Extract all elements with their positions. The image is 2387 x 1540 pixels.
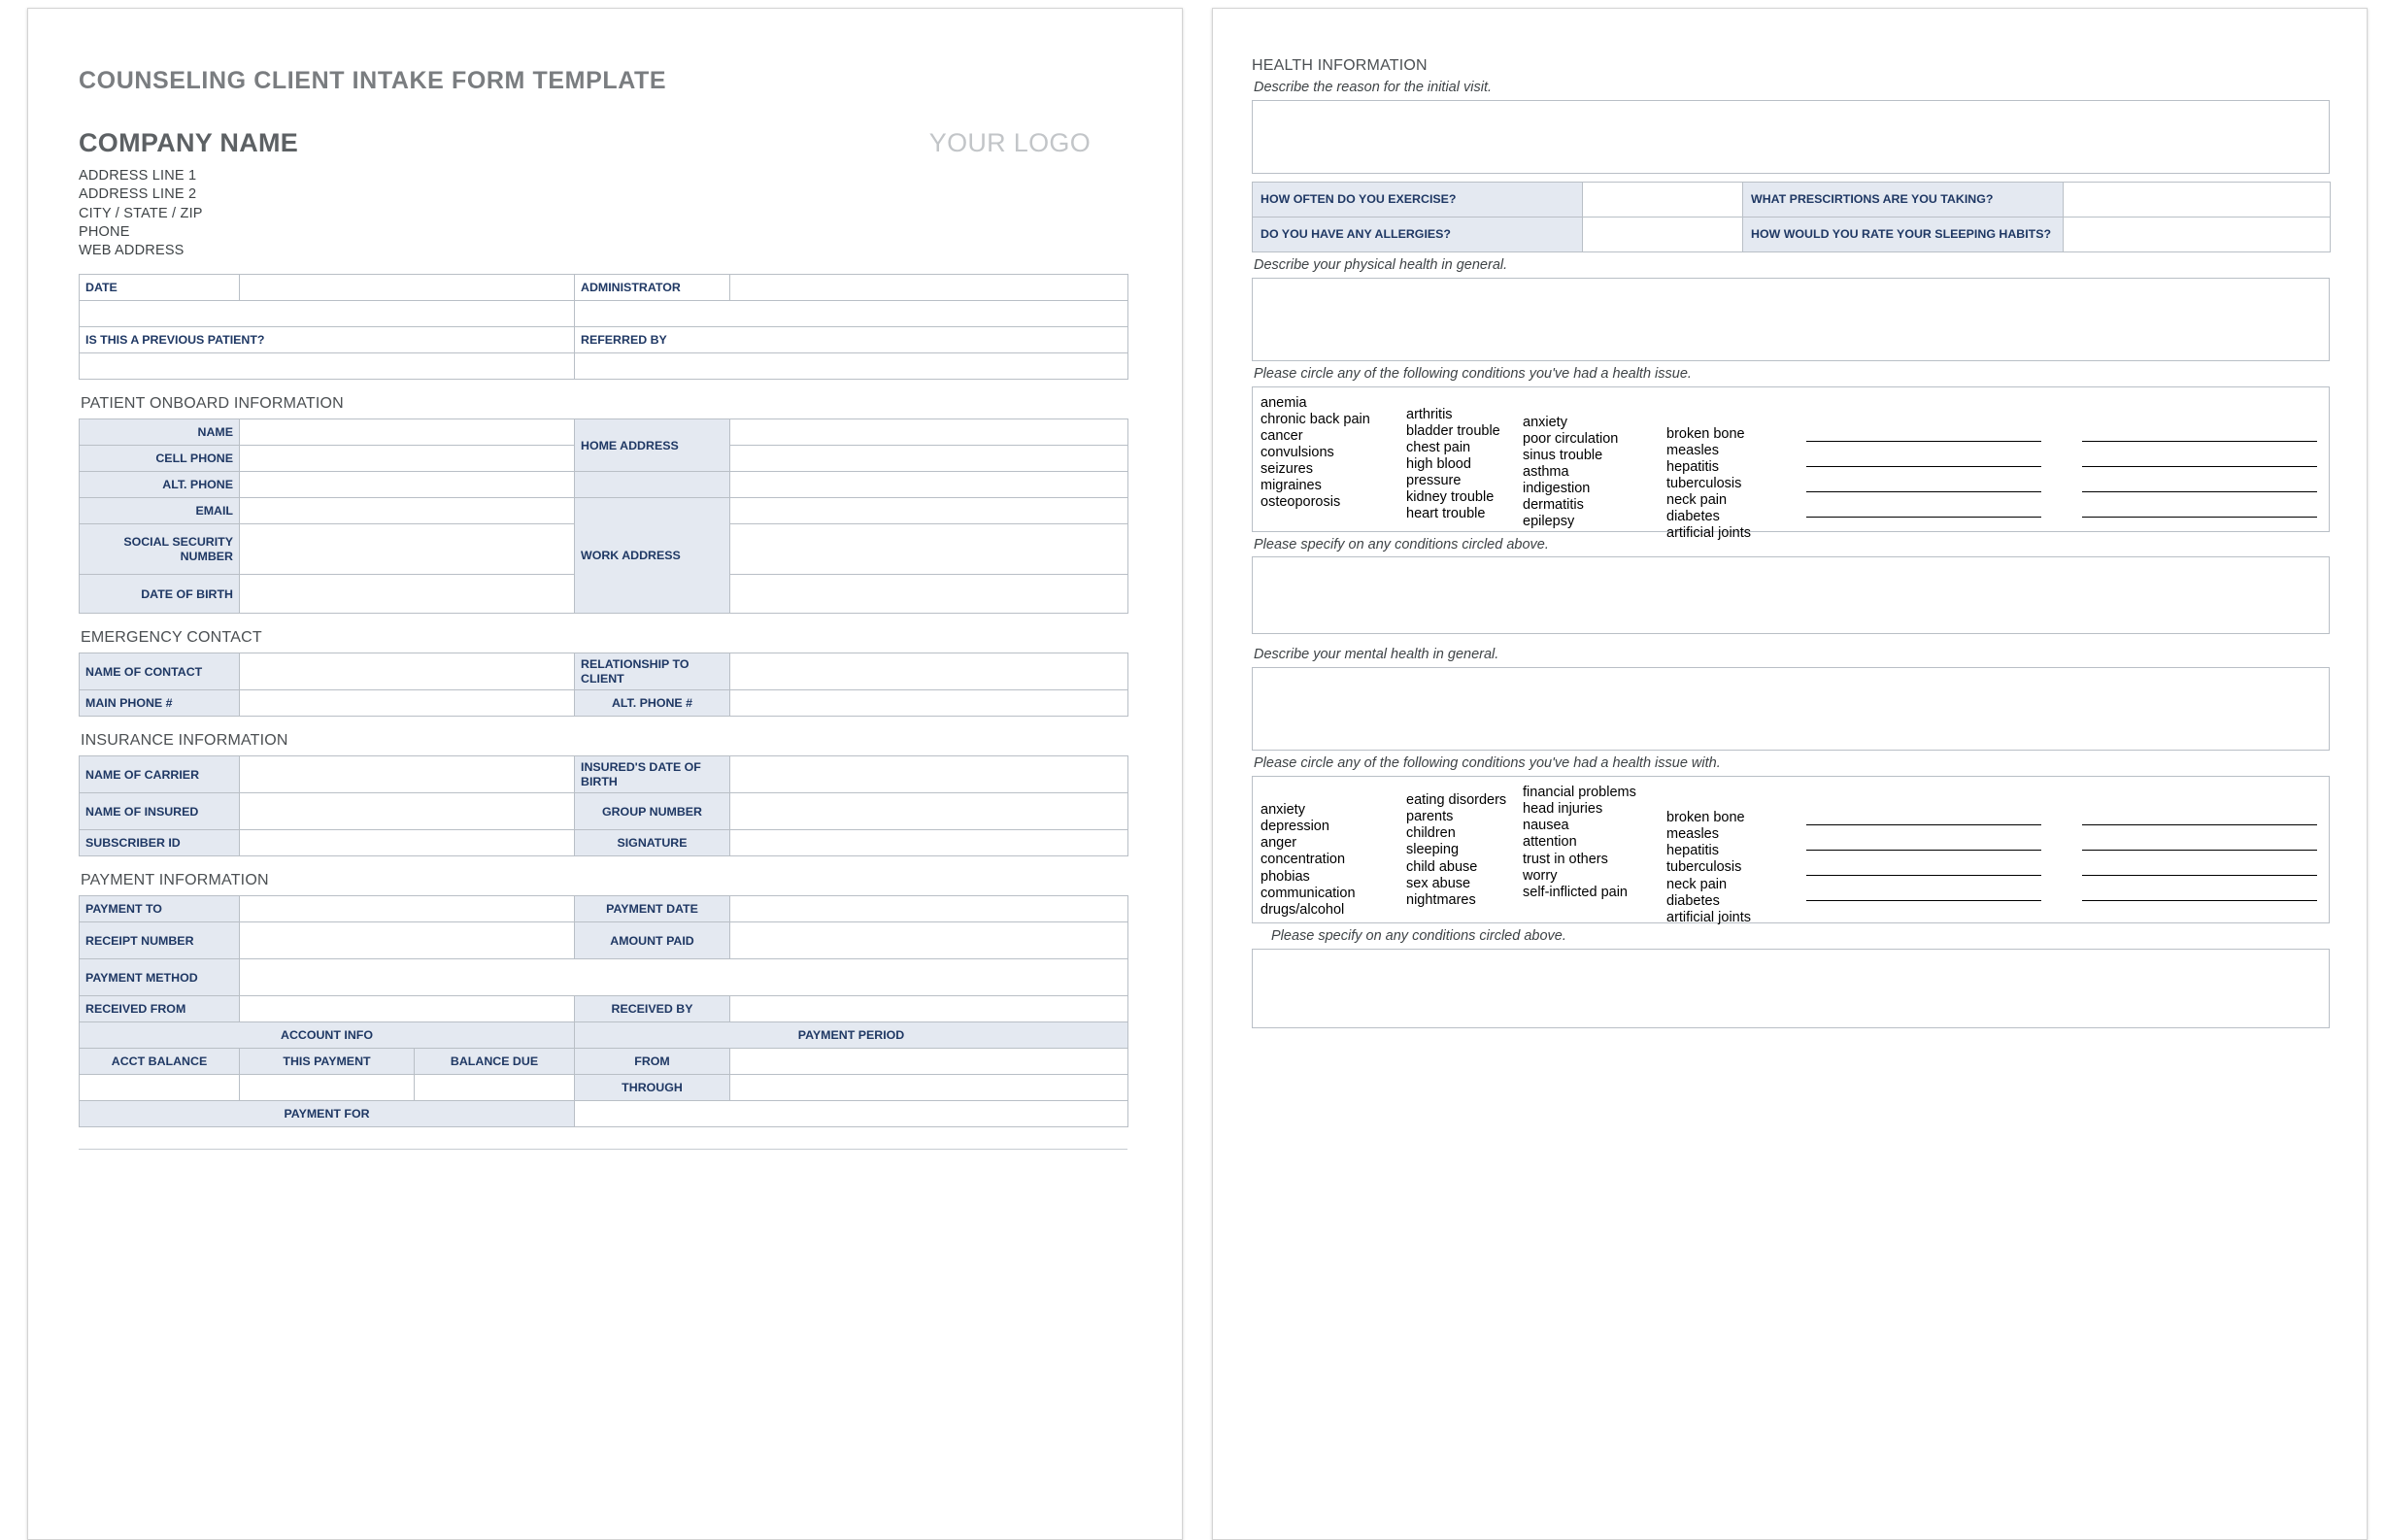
page-divider <box>79 1149 1127 1150</box>
condition-item[interactable]: convulsions <box>1261 444 1334 460</box>
label-signature: SIGNATURE <box>575 830 730 856</box>
table-row <box>80 756 1128 793</box>
physical-conditions-col-2[interactable] <box>1406 395 1523 523</box>
label-relationship: RELATIONSHIP TO CLIENT <box>575 653 730 690</box>
condition-item[interactable]: migraines <box>1261 478 1322 494</box>
input-this-payment[interactable] <box>240 1075 415 1101</box>
condition-item[interactable]: heart trouble <box>1406 506 1486 522</box>
label-received-from: RECEIVED FROM <box>80 996 240 1022</box>
table-row <box>80 1049 1128 1075</box>
input-exercise-frequency[interactable] <box>1583 182 1743 217</box>
condition-item[interactable]: sinus trouble <box>1523 447 1603 463</box>
prompt-mental-health: Describe your mental health in general. <box>1254 647 1499 663</box>
condition-item[interactable]: bladder trouble <box>1406 422 1500 439</box>
prompt-mental-circle: Please circle any of the following conditions you've had a health issue with. <box>1254 755 1721 772</box>
input-payment-for[interactable] <box>575 1101 1128 1127</box>
address-block <box>79 167 1127 260</box>
table-row <box>80 1075 1128 1101</box>
condition-item[interactable]: diabetes <box>1666 892 1720 909</box>
input-mental-health[interactable] <box>1252 667 2330 751</box>
write-in-line[interactable] <box>2082 882 2317 901</box>
label-exercise-frequency: HOW OFTEN DO YOU EXERCISE? <box>1253 182 1583 217</box>
label-insured-dob: INSURED'S DATE OF BIRTH <box>575 756 730 793</box>
write-in-line[interactable] <box>1806 422 2041 442</box>
condition-item[interactable]: nausea <box>1523 818 1569 834</box>
right-page-content <box>1252 57 2330 1028</box>
condition-item[interactable]: nightmares <box>1406 891 1476 908</box>
input-received-by[interactable] <box>730 996 1128 1022</box>
label-carrier-name: NAME OF CARRIER <box>80 756 240 793</box>
label-email: EMAIL <box>80 498 240 524</box>
table-row <box>80 830 1128 856</box>
condition-item[interactable]: self-inflicted pain <box>1523 884 1628 900</box>
input-carrier-name[interactable] <box>240 756 575 793</box>
prompt-mental-specify: Please specify on any conditions circled above. <box>1271 928 1566 945</box>
input-name[interactable] <box>240 419 575 446</box>
left-page-content <box>79 67 1127 1150</box>
condition-item[interactable]: financial problems <box>1523 785 1636 801</box>
input-alt-phone-2[interactable] <box>730 690 1128 717</box>
condition-item[interactable]: broken bone <box>1666 425 1745 442</box>
table-row <box>80 301 1128 327</box>
mental-write-in-lines <box>1793 785 2323 915</box>
patient-info-table <box>79 418 1128 614</box>
write-in-line[interactable] <box>2082 831 2317 851</box>
condition-item[interactable]: child abuse <box>1406 858 1478 875</box>
condition-item[interactable]: epilepsy <box>1523 514 1575 530</box>
table-row <box>80 793 1128 830</box>
write-in-column-left <box>1806 806 2041 915</box>
input-physical-specify[interactable] <box>1252 556 2330 634</box>
write-in-line[interactable] <box>1806 806 2041 825</box>
table-row <box>80 896 1128 922</box>
prompt-physical-specify: Please specify on any conditions circled above. <box>1254 536 1549 552</box>
prompt-physical-health: Describe your physical health in general. <box>1254 256 1508 273</box>
write-in-line[interactable] <box>2082 856 2317 876</box>
label-allergies: DO YOU HAVE ANY ALLERGIES? <box>1253 217 1583 251</box>
prompt-physical-circle: Please circle any of the following conditions you've had a health issue. <box>1254 365 1692 382</box>
condition-item[interactable]: neck pain <box>1666 491 1728 508</box>
condition-item[interactable]: poor circulation <box>1523 430 1619 447</box>
input-cell-phone[interactable] <box>240 446 575 472</box>
condition-item[interactable]: seizures <box>1261 460 1313 477</box>
input-ssn[interactable] <box>240 524 575 575</box>
input-group-number[interactable] <box>730 793 1128 830</box>
physical-conditions-col-4[interactable] <box>1666 395 1793 542</box>
label-period-through: THROUGH <box>575 1075 730 1101</box>
table-row <box>80 419 1128 446</box>
condition-item[interactable]: anemia <box>1261 394 1307 411</box>
condition-item[interactable]: asthma <box>1523 463 1569 480</box>
label-date: DATE <box>80 275 240 301</box>
input-period-from[interactable] <box>730 1049 1128 1075</box>
condition-item[interactable]: arthritis <box>1406 406 1453 422</box>
condition-item[interactable]: hepatitis <box>1666 458 1720 475</box>
label-work-address: WORK ADDRESS <box>575 498 730 614</box>
label-payment-to: PAYMENT TO <box>80 896 240 922</box>
health-questions-table <box>1252 182 2331 252</box>
label-name: NAME <box>80 419 240 446</box>
input-mental-specify[interactable] <box>1252 949 2330 1028</box>
input-home-address-3[interactable] <box>730 472 1128 498</box>
physical-conditions-box <box>1252 386 2330 542</box>
table-row <box>1253 182 2331 217</box>
label-previous-patient: IS THIS A PREVIOUS PATIENT? <box>80 327 575 353</box>
condition-item[interactable]: high blood pressure <box>1406 455 1471 488</box>
input-contact-name[interactable] <box>240 653 575 690</box>
condition-item[interactable]: depression <box>1261 819 1329 835</box>
input-home-address-1[interactable] <box>730 419 1128 446</box>
section-heading-insurance: INSURANCE INFORMATION <box>81 732 288 750</box>
header-account-info: ACCOUNT INFO <box>80 1022 575 1049</box>
write-in-line[interactable] <box>2082 473 2317 492</box>
input-main-phone[interactable] <box>240 690 575 717</box>
condition-item[interactable]: drugs/alcohol <box>1261 901 1345 918</box>
label-subscriber-id: SUBSCRIBER ID <box>80 830 240 856</box>
label-administrator: ADMINISTRATOR <box>575 275 730 301</box>
section-heading-patient: PATIENT ONBOARD INFORMATION <box>81 395 344 413</box>
label-received-by: RECEIVED BY <box>575 996 730 1022</box>
table-row <box>80 653 1128 690</box>
physical-conditions-col-3[interactable] <box>1523 395 1666 530</box>
mental-conditions-box <box>1252 776 2330 923</box>
input-signature[interactable] <box>730 830 1128 856</box>
label-insured-name: NAME OF INSURED <box>80 793 240 830</box>
header-payment-period: PAYMENT PERIOD <box>575 1022 1128 1049</box>
input-sleeping-habits[interactable] <box>2064 217 2331 251</box>
label-dob: DATE OF BIRTH <box>80 575 240 614</box>
condition-item[interactable]: measles <box>1666 826 1719 843</box>
address-line-4: PHONE <box>79 223 130 240</box>
input-referred-by[interactable] <box>575 353 1128 380</box>
condition-item[interactable]: neck pain <box>1666 876 1728 892</box>
company-name: COMPANY NAME <box>79 128 299 157</box>
top-fields-table <box>79 274 1128 380</box>
address-line-2: ADDRESS LINE 2 <box>79 186 197 203</box>
condition-item[interactable]: head injuries <box>1523 801 1603 818</box>
table-row <box>80 353 1128 380</box>
mental-conditions-col-2[interactable] <box>1406 785 1523 915</box>
condition-item[interactable]: broken bone <box>1666 810 1745 826</box>
write-in-column-right <box>2082 806 2317 915</box>
input-work-address-3[interactable] <box>730 575 1128 614</box>
condition-item[interactable]: artificial joints <box>1666 525 1752 542</box>
right-page-sheet <box>1212 8 2368 1540</box>
label-receipt-number: RECEIPT NUMBER <box>80 922 240 959</box>
input-home-address-2[interactable] <box>730 446 1128 472</box>
label-referred-by: REFERRED BY <box>575 327 1128 353</box>
table-row <box>80 472 1128 498</box>
address-line-3: CITY / STATE / ZIP <box>79 205 203 221</box>
left-page-sheet <box>27 8 1183 1540</box>
write-in-line[interactable] <box>1806 498 2041 518</box>
section-heading-emergency: EMERGENCY CONTACT <box>81 629 262 647</box>
input-payment-to[interactable] <box>240 896 575 922</box>
condition-item[interactable]: measles <box>1666 442 1719 458</box>
input-administrator[interactable] <box>575 301 1128 327</box>
condition-item[interactable]: anxiety <box>1261 802 1305 819</box>
label-prescriptions: WHAT PRESCIRTIONS ARE YOU TAKING? <box>1743 182 2064 217</box>
physical-write-in-lines <box>1793 395 2323 523</box>
label-ssn: SOCIAL SECURITY NUMBER <box>80 524 240 575</box>
logo-placeholder: YOUR LOGO <box>928 128 1091 157</box>
emergency-contact-table <box>79 653 1128 717</box>
condition-item[interactable]: indigestion <box>1523 480 1591 496</box>
section-heading-payment: PAYMENT INFORMATION <box>81 872 269 889</box>
table-row <box>80 959 1128 996</box>
table-row <box>80 327 1128 353</box>
write-in-line[interactable] <box>2082 498 2317 518</box>
label-amount-paid: AMOUNT PAID <box>575 922 730 959</box>
input-email[interactable] <box>240 498 575 524</box>
write-in-line[interactable] <box>1806 882 2041 901</box>
condition-item[interactable]: osteoporosis <box>1261 494 1341 511</box>
column-this-payment: THIS PAYMENT <box>240 1049 415 1075</box>
physical-conditions-col-1[interactable] <box>1261 395 1406 523</box>
table-row <box>80 1101 1128 1127</box>
write-in-line[interactable] <box>1806 473 2041 492</box>
condition-item[interactable]: concentration <box>1261 852 1346 868</box>
page-title: COUNSELING CLIENT INTAKE FORM TEMPLATE <box>79 67 667 94</box>
address-line-5: WEB ADDRESS <box>79 243 185 259</box>
condition-item[interactable]: kidney trouble <box>1406 489 1495 506</box>
label-period-from: FROM <box>575 1049 730 1075</box>
table-row <box>80 690 1128 717</box>
mental-conditions-col-4[interactable] <box>1666 785 1793 925</box>
input-insured-dob[interactable] <box>730 756 1128 793</box>
condition-item[interactable]: tuberculosis <box>1666 475 1742 491</box>
condition-item[interactable]: anxiety <box>1523 414 1567 430</box>
label-contact-name: NAME OF CONTACT <box>80 653 240 690</box>
condition-item[interactable]: phobias <box>1261 868 1310 885</box>
condition-item[interactable]: attention <box>1523 834 1577 851</box>
label-alt-phone: ALT. PHONE <box>80 472 240 498</box>
label-payment-date: PAYMENT DATE <box>575 896 730 922</box>
label-payment-method: PAYMENT METHOD <box>80 959 240 996</box>
condition-item[interactable]: sex abuse <box>1406 875 1471 891</box>
input-dob[interactable] <box>240 575 575 614</box>
table-row <box>80 1022 1128 1049</box>
write-in-column-right <box>2082 422 2317 523</box>
condition-item[interactable]: communication <box>1261 885 1356 901</box>
label-sleeping-habits: HOW WOULD YOU RATE YOUR SLEEPING HABITS? <box>1743 217 2064 251</box>
label-group-number: GROUP NUMBER <box>575 793 730 830</box>
condition-item[interactable]: sleeping <box>1406 842 1460 858</box>
input-payment-method[interactable] <box>240 959 1128 996</box>
input-payment-date[interactable] <box>730 896 1128 922</box>
input-date[interactable] <box>80 301 575 327</box>
input-prescriptions[interactable] <box>2064 182 2331 217</box>
input-work-address-1[interactable] <box>730 498 1128 524</box>
address-line-1: ADDRESS LINE 1 <box>79 168 197 184</box>
table-row <box>80 996 1128 1022</box>
input-insured-name[interactable] <box>240 793 575 830</box>
condition-item[interactable]: tuberculosis <box>1666 859 1742 876</box>
input-physical-health[interactable] <box>1252 278 2330 361</box>
write-in-line[interactable] <box>2082 448 2317 467</box>
write-in-line[interactable] <box>2082 806 2317 825</box>
condition-item[interactable]: parents <box>1406 809 1454 825</box>
input-amount-paid[interactable] <box>730 922 1128 959</box>
label-main-phone: MAIN PHONE # <box>80 690 240 717</box>
condition-item[interactable]: chest pain <box>1406 439 1471 455</box>
input-allergies[interactable] <box>1583 217 1743 251</box>
input-period-through[interactable] <box>730 1075 1128 1101</box>
table-row <box>80 922 1128 959</box>
condition-item[interactable]: trust in others <box>1523 851 1608 867</box>
input-receipt-number[interactable] <box>240 922 575 959</box>
write-in-line[interactable] <box>1806 448 2041 467</box>
mental-conditions-col-1[interactable] <box>1261 785 1406 918</box>
write-in-column-left <box>1806 422 2041 523</box>
input-alt-phone[interactable] <box>240 472 575 498</box>
company-header <box>79 128 1127 158</box>
write-in-line[interactable] <box>1806 856 2041 876</box>
condition-item[interactable]: artificial joints <box>1666 909 1752 925</box>
input-previous-patient[interactable] <box>80 353 575 380</box>
label-cell-phone: CELL PHONE <box>80 446 240 472</box>
input-work-address-2[interactable] <box>730 524 1128 575</box>
label-home-address: HOME ADDRESS <box>575 419 730 472</box>
condition-item[interactable]: cancer <box>1261 427 1303 444</box>
condition-item[interactable]: anger <box>1261 835 1297 852</box>
label-alt-phone-2: ALT. PHONE # <box>575 690 730 717</box>
column-acct-balance: ACCT BALANCE <box>80 1049 240 1075</box>
write-in-line[interactable] <box>2082 422 2317 442</box>
input-received-from[interactable] <box>240 996 575 1022</box>
condition-item[interactable]: dermatitis <box>1523 497 1584 514</box>
condition-item[interactable]: worry <box>1523 867 1558 884</box>
table-row <box>80 275 1128 301</box>
payment-table <box>79 895 1128 1127</box>
table-row <box>80 498 1128 524</box>
input-relationship[interactable] <box>730 653 1128 690</box>
prompt-reason-visit: Describe the reason for the initial visit. <box>1254 80 1492 95</box>
condition-item[interactable]: children <box>1406 825 1456 842</box>
condition-item[interactable]: chronic back pain <box>1261 411 1370 427</box>
input-reason-visit[interactable] <box>1252 100 2330 174</box>
condition-item[interactable]: hepatitis <box>1666 843 1720 859</box>
input-acct-balance[interactable] <box>80 1075 240 1101</box>
condition-item[interactable]: eating disorders <box>1406 792 1507 809</box>
input-subscriber-id[interactable] <box>240 830 575 856</box>
input-balance-due[interactable] <box>415 1075 575 1101</box>
table-row <box>1253 217 2331 251</box>
label-payment-for: PAYMENT FOR <box>80 1101 575 1127</box>
write-in-line[interactable] <box>1806 831 2041 851</box>
mental-conditions-col-3[interactable] <box>1523 785 1666 915</box>
column-balance-due: BALANCE DUE <box>415 1049 575 1075</box>
insurance-table <box>79 755 1128 856</box>
condition-item[interactable]: diabetes <box>1666 509 1720 525</box>
section-heading-health: HEALTH INFORMATION <box>1252 57 1428 74</box>
